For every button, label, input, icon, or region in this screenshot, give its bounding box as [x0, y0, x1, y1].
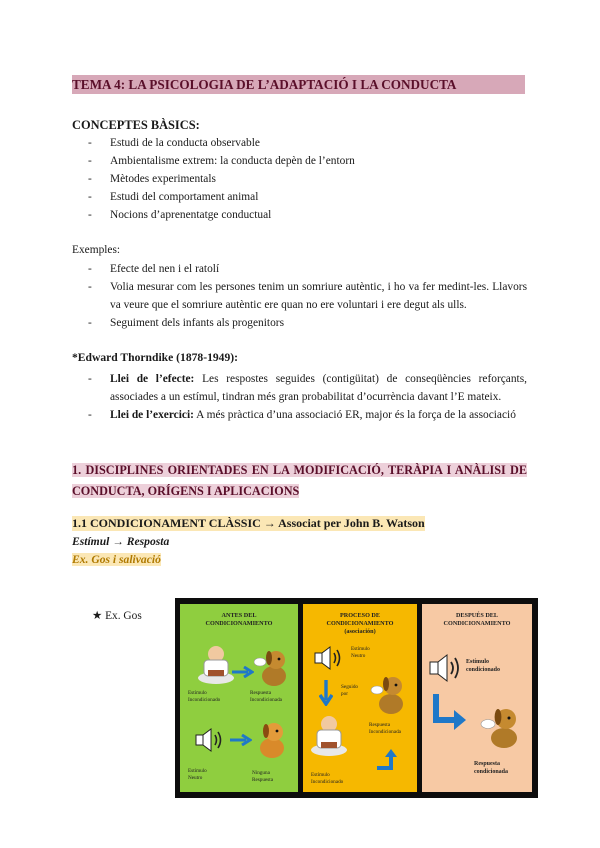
dog-icon — [254, 646, 292, 688]
exemples-list — [72, 260, 527, 332]
list-item: - Estudi de la conducta observable — [88, 137, 260, 149]
conditioning-figure — [175, 598, 538, 798]
panel-title: DESPUÉS DEL CONDICIONAMIENTO — [443, 612, 511, 627]
document-title: TEMA 4: LA PSICOLOGIA DE L’ADAPTACIÓ I LA CONDUCTA — [72, 75, 525, 94]
law-term: Llei de l’efecte: — [110, 373, 195, 385]
dog-icon — [254, 720, 290, 760]
stimulus-response-line: Estímul → Resposta — [72, 535, 170, 548]
label-neutral-stimulus: Estímulo Neutro — [188, 768, 207, 781]
example-star-line: ★ Ex. Gos — [92, 610, 142, 622]
thorndike-heading: *Edward Thorndike (1878-1949): — [72, 351, 238, 364]
panel-title: PROCESO DE CONDICIONAMIENTO (asociación) — [326, 612, 394, 635]
panel-process — [303, 604, 417, 792]
example-dog-line: Ex. Gos i salivació — [72, 553, 161, 566]
dog-icon — [369, 672, 409, 716]
scientist-icon — [196, 642, 236, 686]
list-item: - Volia mesurar com les persones tenim un somriure autèntic, i ho va fer medint-les. Llavors va veure que el somriure autèntic ere quan no ere voluntari i ere degut als ulls. — [88, 281, 527, 311]
dog-icon — [480, 704, 524, 750]
list-item: - Estudi del comportament animal — [88, 191, 259, 203]
list-item: - Seguiment dels infants als progenitors — [88, 317, 284, 329]
list-item: - Llei de l’efecte: Les respostes seguides (contigüitat) de conseqüències reforçants, associades a un estímul, tindran més gran probabilitat d’ocurrència davant l’E mateix. — [88, 373, 527, 403]
thorndike-list — [72, 370, 527, 424]
label-conditioned-response: Respuesta condicionada — [474, 761, 509, 775]
label-unconditioned-response: Respuesta Incondicionada — [369, 722, 401, 735]
section-1-1-heading: 1.1 CONDICIONAMENT CLÀSSIC → Associat per John B. Watson — [72, 516, 425, 530]
list-item: - Llei de l’exercici: A més pràctica d’una associació ER, major és la força de la associació — [88, 409, 516, 421]
exemples-label: Exemples: — [72, 244, 121, 256]
list-item: - Nocions d’aprenentatge conductual — [88, 209, 272, 221]
arrow-right-icon — [232, 666, 254, 678]
arrow-up-right-icon — [375, 748, 401, 770]
label-followed-by: Seguido por — [341, 684, 359, 697]
label-no-response: Ninguna Respuesta — [252, 770, 274, 783]
label-unconditioned-response: Respuesta Incondicionada — [250, 690, 282, 703]
star-icon: ★ — [92, 610, 103, 622]
arrow-right-icon — [230, 734, 252, 746]
scientist-icon — [309, 712, 349, 758]
conceptes-heading: CONCEPTES BÀSICS: — [72, 118, 200, 132]
list-item: - Ambientalisme extrem: la conducta depèn de l’entorn — [88, 155, 355, 167]
panel-before — [180, 604, 298, 792]
list-item: - Efecte del nen i el ratolí — [88, 263, 220, 275]
arrow-down-icon — [319, 680, 333, 706]
label-conditioned-stimulus: Estímulo condicionado — [466, 659, 501, 673]
arrow-down-right-icon — [430, 694, 470, 730]
speaker-icon — [194, 726, 226, 754]
panel-after — [422, 604, 532, 792]
speaker-icon — [313, 644, 345, 672]
law-term: Llei de l’exercici: — [110, 409, 194, 421]
conceptes-list — [72, 134, 527, 224]
label-neutral-stimulus: Estímulo Neutro — [351, 646, 370, 659]
section-1-heading: 1. DISCIPLINES ORIENTADES EN LA MODIFICACIÓ, TERÀPIA I ANÀLISI DE CONDUCTA, ORÍGENS I APLICACIONS — [72, 463, 527, 498]
list-item: - Mètodes experimentals — [88, 173, 216, 185]
panel-title: ANTES DEL CONDICIONAMIENTO — [205, 612, 273, 627]
speaker-icon — [428, 652, 464, 684]
label-unconditioned-stimulus: Estímulo Incondicionado — [311, 772, 344, 785]
label-unconditioned-stimulus: Estímulo Incondicionado — [188, 690, 221, 703]
